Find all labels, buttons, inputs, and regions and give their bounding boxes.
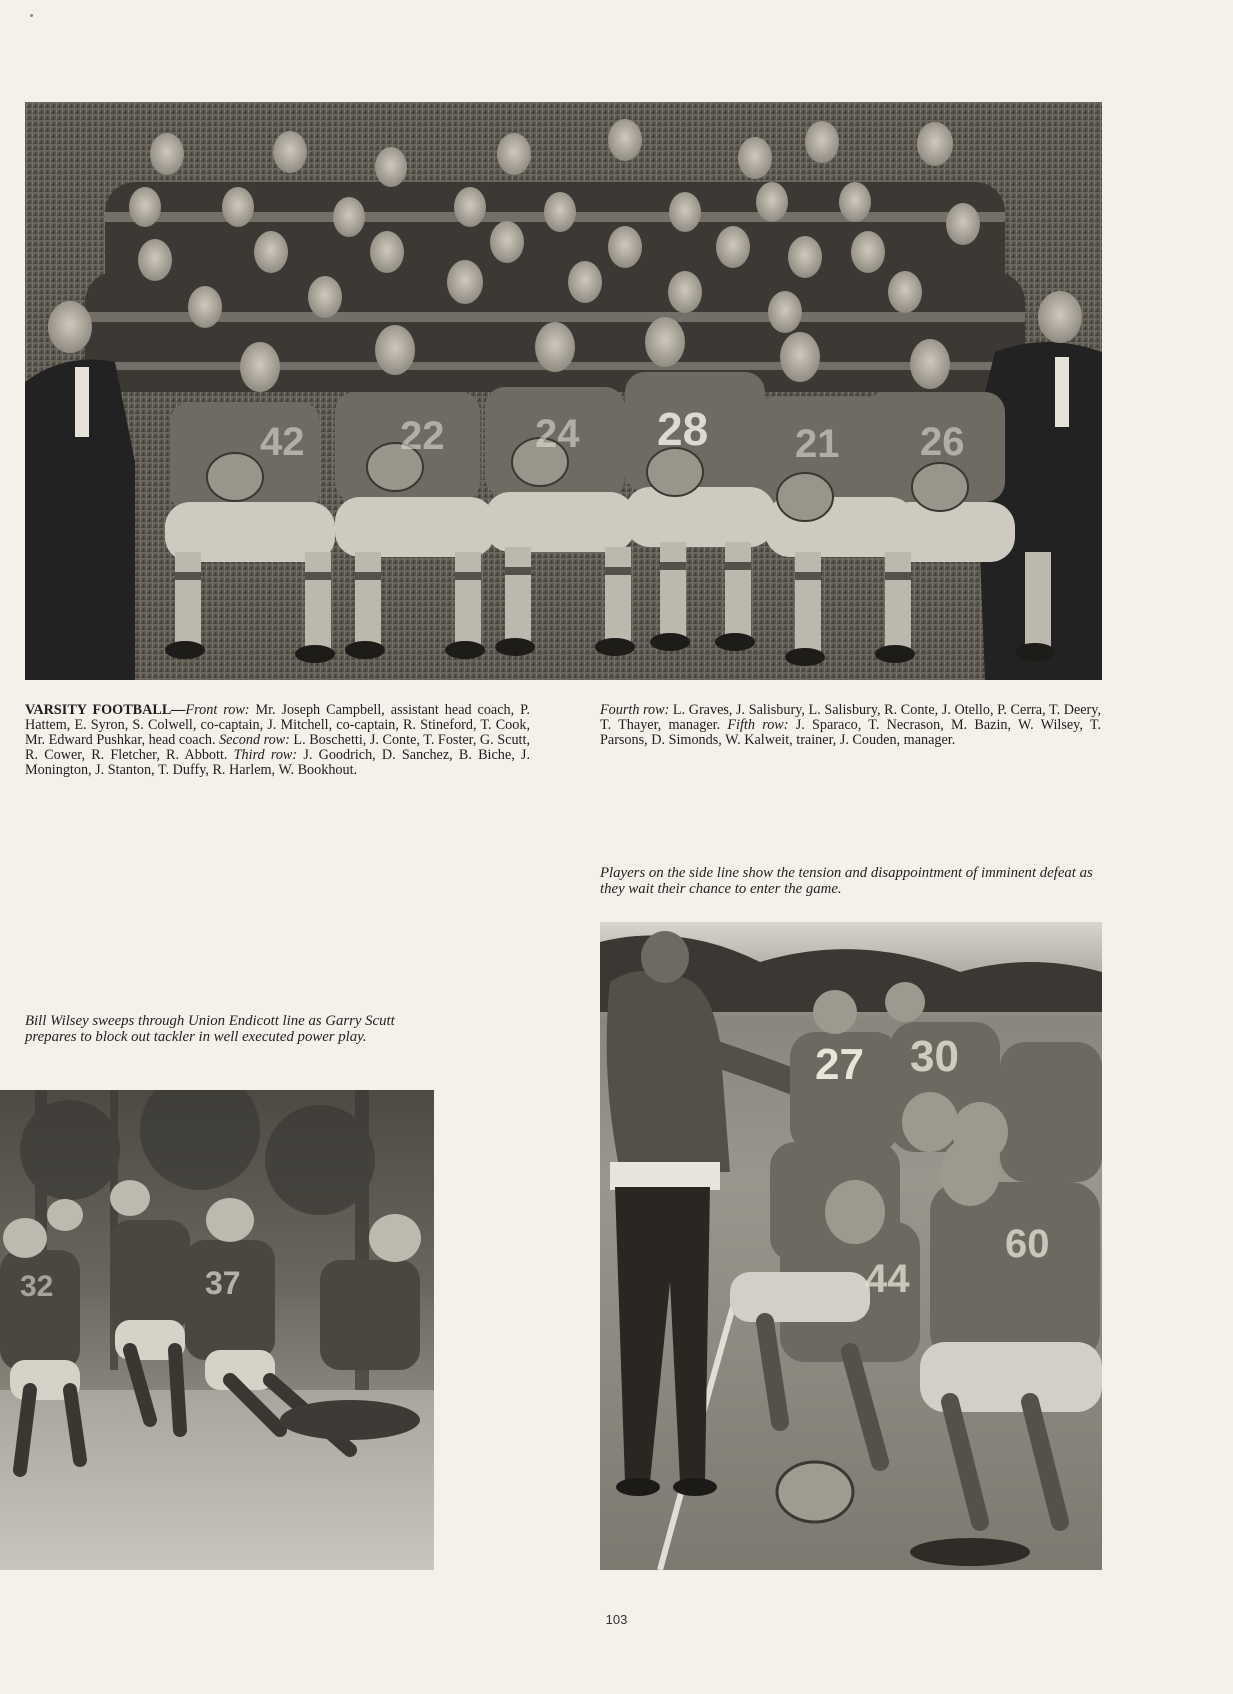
jersey-number: 32 [20, 1270, 54, 1303]
team-caption-right [600, 703, 1101, 748]
row-names-fifth: J. Sparaco, T. Necrason, M. Bazin, W. Wilsey, T. Parsons, D. Simonds, W. Kalweit, trainer, J. Couden, manager. [600, 717, 1102, 748]
team-caption-left [25, 703, 530, 778]
row-names-front: Mr. Joseph Campbell, assistant head coach, P. Hattem, E. Syron, S. Colwell, co-captain, J. Mitchell, co-captain, R. Stineford, T. Cook, Mr. Edward Pushkar, head coach. [25, 702, 530, 748]
row-names-third: J. Goodrich, D. Sanchez, B. Biche, J. Monington, J. Stanton, T. Duffy, R. Harlem, W. Bookhout. [25, 747, 530, 778]
action-photo-image [0, 1090, 434, 1570]
print-speck [30, 14, 33, 17]
action-photo [0, 1090, 434, 1570]
jersey-number: 30 [910, 1032, 959, 1081]
jersey-number: 28 [657, 403, 709, 455]
row-label-front: Front row: [185, 702, 250, 718]
action-caption: Bill Wilsey sweeps through Union Endicott line as Garry Scutt prepares to block out tackler in well executed power play. [25, 1013, 395, 1045]
jersey-number: 27 [815, 1040, 864, 1089]
sideline-photo-image [600, 922, 1102, 1570]
row-label-third: Third row: [233, 747, 298, 763]
page-number: 103 [605, 1612, 628, 1627]
jersey-number: 44 [865, 1257, 910, 1301]
jersey-number: 37 [205, 1265, 241, 1301]
row-label-fourth: Fourth row: [600, 702, 670, 718]
jersey-number: 26 [920, 420, 965, 464]
team-photo [25, 102, 1102, 680]
jersey-number: 21 [795, 422, 840, 466]
sideline-caption: Players on the side line show the tension and disappointment of imminent defeat as they wait their chance to enter the game. [600, 865, 1093, 897]
jersey-number: 22 [400, 414, 445, 458]
team-photo-image [25, 102, 1102, 680]
jersey-number: 42 [260, 420, 305, 464]
row-label-fifth: Fifth row: [727, 717, 789, 733]
row-label-second: Second row: [219, 732, 290, 748]
jersey-number: 60 [1005, 1222, 1050, 1266]
row-names-fourth: L. Graves, J. Salisbury, L. Salisbury, R. Conte, J. Otello, P. Cerra, T. Deery, T. Thayer, manager. [600, 702, 1102, 733]
caption-title: VARSITY FOOTBALL [25, 702, 172, 718]
jersey-number: 24 [535, 412, 580, 456]
caption-dash: — [171, 702, 186, 718]
row-names-second: L. Boschetti, J. Conte, T. Foster, G. Scutt, R. Cower, R. Fletcher, R. Abbott. [25, 732, 530, 763]
sideline-photo [600, 922, 1102, 1570]
